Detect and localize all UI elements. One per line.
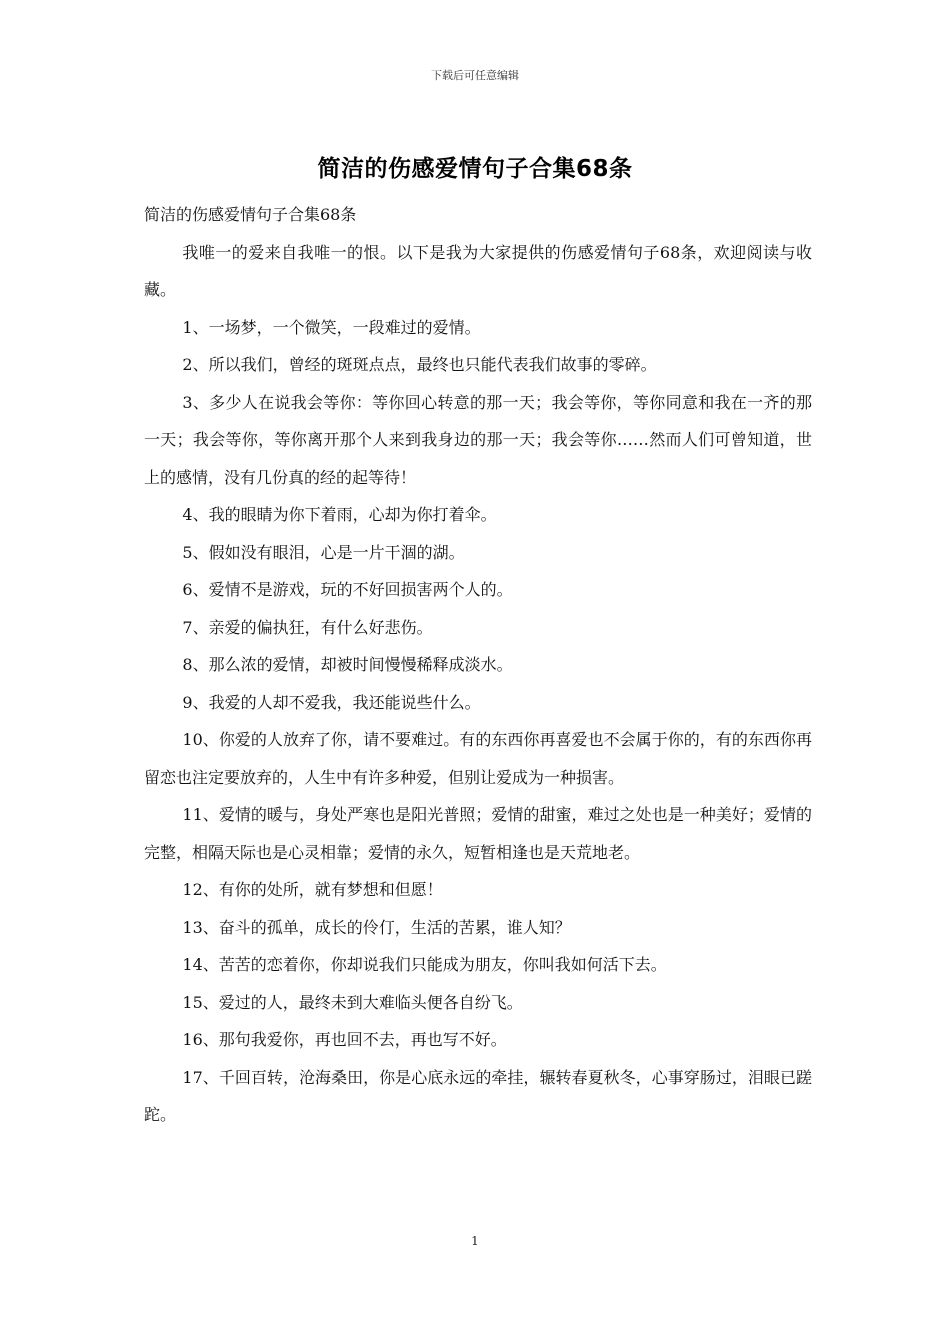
- list-item: 16、那句我爱你，再也回不去，再也写不好。: [182, 1030, 507, 1049]
- page-number: 1: [471, 1234, 479, 1248]
- list-item: 9、我爱的人却不爱我，我还能说些什么。: [182, 692, 481, 712]
- list-item: 3、多少人在说我会等你：等你回心转意的那一天；我会等你，等你同意和我在一齐的那一天；我会等你，等你离开那个人来到我身边的那一天；我会等你……然而人们可曾知道，世上的感情，没有几份真的经的起等待！: [144, 392, 812, 487]
- intro-paragraph: 我唯一的爱来自我唯一的恨。以下是我为大家提供的伤感爱情句子68条，欢迎阅读与收藏。: [144, 242, 812, 299]
- list-item: 17、千回百转，沧海桑田，你是心底永远的牵挂，辗转春夏秋冬，心事穿肠过，泪眼已蹉跎。: [144, 1067, 812, 1124]
- list-item: 6、爱情不是游戏，玩的不好回损害两个人的。: [182, 580, 513, 599]
- document-title: 简洁的伤感爱情句子合集68条: [317, 156, 633, 182]
- list-item: 13、奋斗的孤单，成长的伶仃，生活的苦累，谁人知？: [182, 917, 571, 937]
- list-item: 10、你爱的人放弃了你，请不要难过。有的东西你再喜爱也不会属于你的，有的东西你再留恋也注定要放弃的，人生中有许多种爱，但别让爱成为一种损害。: [144, 730, 812, 787]
- document-subtitle: 简洁的伤感爱情句子合集68条: [144, 205, 357, 224]
- list-item: 15、爱过的人，最终未到大难临头便各自纷飞。: [182, 992, 523, 1012]
- list-item: 5、假如没有眼泪，心是一片干涸的湖。: [182, 542, 465, 562]
- list-item: 4、我的眼睛为你下着雨，心却为你打着伞。: [182, 505, 497, 524]
- list-item: 7、亲爱的偏执狂，有什么好悲伤。: [182, 617, 433, 637]
- list-item: 2、所以我们，曾经的斑斑点点，最终也只能代表我们故事的零碎。: [182, 355, 657, 374]
- list-item: 12、有你的处所，就有梦想和但愿！: [182, 880, 443, 899]
- list-item: 14、苦苦的恋着你，你却说我们只能成为朋友，你叫我如何活下去。: [182, 955, 667, 974]
- document-body: [144, 196, 812, 1134]
- list-item: 8、那么浓的爱情，却被时间慢慢稀释成淡水。: [182, 655, 513, 674]
- list-item: 11、爱情的暖与，身处严寒也是阳光普照；爱情的甜蜜，难过之处也是一种美好；爱情的完整，相隔天际也是心灵相靠；爱情的永久，短暂相逢也是天荒地老。: [144, 805, 812, 862]
- page-header-note: 下载后可任意编辑: [431, 69, 519, 82]
- list-item: 1、一场梦，一个微笑，一段难过的爱情。: [182, 317, 481, 337]
